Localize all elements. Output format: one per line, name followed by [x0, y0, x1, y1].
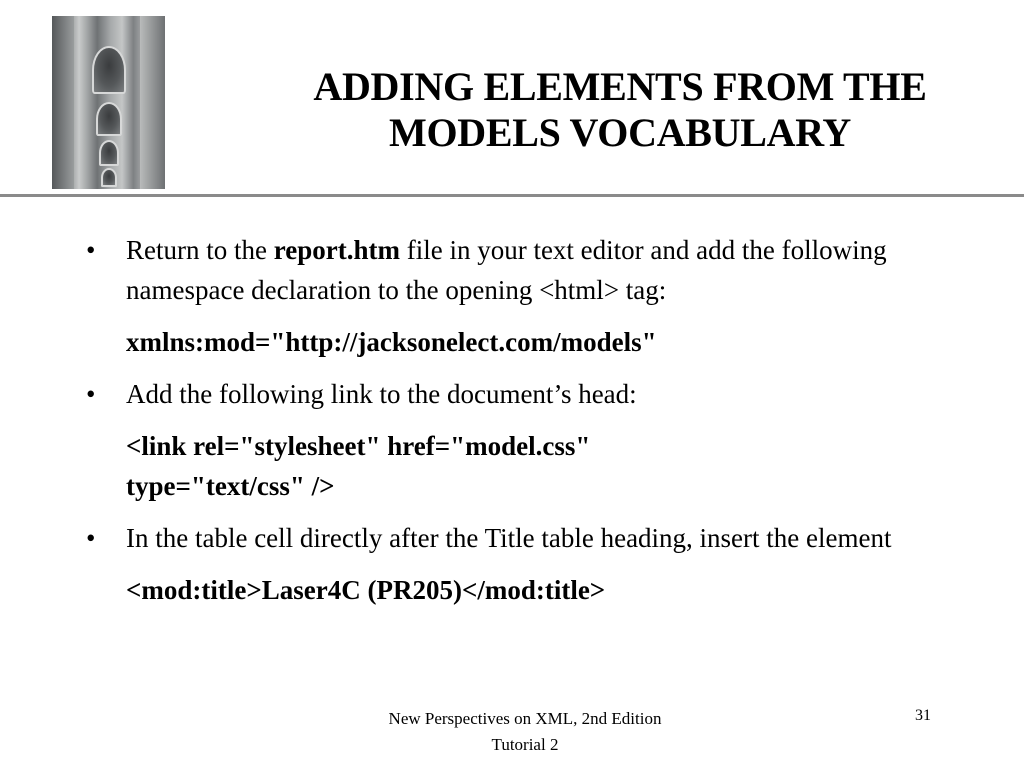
title-line-2: MODELS VOCABULARY [388, 110, 851, 155]
slide-footer [320, 706, 730, 758]
footer-line-1: New Perspectives on XML, 2nd Edition [388, 709, 662, 728]
bullet-icon: • [86, 379, 96, 409]
page-number: 31 [915, 707, 931, 724]
title-line-1: ADDING ELEMENTS FROM THE [313, 64, 927, 109]
code-line: xmlns:mod="http://jacksonelect.com/models" [126, 327, 657, 357]
code-line: <link rel="stylesheet" href="model.css" [126, 431, 591, 461]
arch-2 [96, 102, 122, 136]
arch-1 [92, 46, 126, 94]
bullet-icon: • [86, 523, 96, 553]
bullet-text: Return to the [126, 235, 274, 265]
bullet-text: In the table cell directly after the Title table heading, insert the element [126, 523, 892, 553]
code-block [86, 426, 946, 506]
footer-line-2: Tutorial 2 [491, 735, 559, 754]
code-line: <mod:title>Laser4C (PR205)</mod:title> [126, 575, 606, 605]
code-line: type="text/css" /> [126, 471, 335, 501]
pillar-right [140, 16, 165, 189]
bullet-bold-text: report.htm [273, 235, 400, 265]
bullet-text: Add the following link to the document’s head: [126, 379, 637, 409]
bullet-item [86, 518, 946, 558]
arch-3 [99, 140, 119, 166]
bridge-photo [52, 16, 165, 189]
arch-4 [101, 168, 117, 187]
bullet-item [86, 374, 946, 414]
title-divider [0, 194, 1024, 197]
pillar-left [52, 16, 74, 189]
slide-title [200, 64, 1024, 156]
bullet-item [86, 230, 946, 310]
slide-body [86, 230, 946, 622]
bullet-text-tail: file in your text editor and add the following namespace declaration to the opening <html> tag: [126, 235, 887, 305]
bullet-icon: • [86, 235, 96, 265]
